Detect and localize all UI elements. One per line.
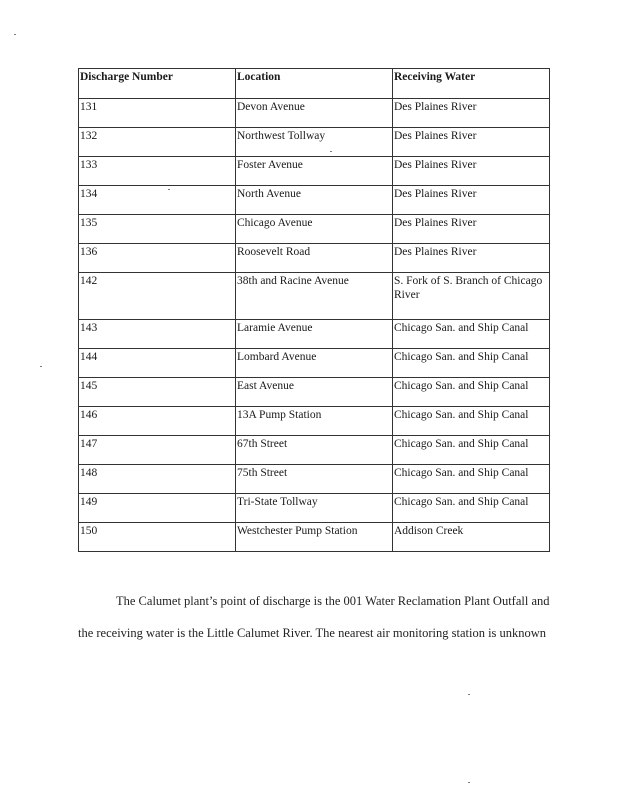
- cell-discharge-number: 149: [79, 494, 236, 523]
- scan-speck: [168, 189, 170, 190]
- cell-location: Tri-State Tollway: [236, 494, 393, 523]
- cell-discharge-number: 147: [79, 436, 236, 465]
- cell-receiving-water: Des Plaines River: [393, 244, 550, 273]
- cell-receiving-water: S. Fork of S. Branch of Chicago River: [393, 273, 550, 320]
- cell-discharge-number: 131: [79, 99, 236, 128]
- cell-receiving-water: Des Plaines River: [393, 128, 550, 157]
- cell-discharge-number: 148: [79, 465, 236, 494]
- table-row: [79, 436, 550, 465]
- cell-location: Northwest Tollway: [236, 128, 393, 157]
- cell-receiving-water: Chicago San. and Ship Canal: [393, 494, 550, 523]
- table-row: [79, 494, 550, 523]
- table-row: [79, 128, 550, 157]
- cell-receiving-water: Chicago San. and Ship Canal: [393, 465, 550, 494]
- cell-receiving-water: Des Plaines River: [393, 186, 550, 215]
- cell-discharge-number: 150: [79, 523, 236, 552]
- table-row: [79, 186, 550, 215]
- header-location: Location: [236, 69, 393, 99]
- cell-discharge-number: 143: [79, 320, 236, 349]
- cell-discharge-number: 135: [79, 215, 236, 244]
- table-row: [79, 320, 550, 349]
- discharge-table: [78, 68, 550, 552]
- cell-receiving-water: Addison Creek: [393, 523, 550, 552]
- table-row: [79, 157, 550, 186]
- table-row: [79, 215, 550, 244]
- scan-speck: [468, 782, 470, 783]
- cell-discharge-number: 144: [79, 349, 236, 378]
- table-row: [79, 523, 550, 552]
- header-discharge-number: Discharge Number: [79, 69, 236, 99]
- cell-discharge-number: 146: [79, 407, 236, 436]
- cell-receiving-water: Chicago San. and Ship Canal: [393, 436, 550, 465]
- table-row: [79, 349, 550, 378]
- table-row: [79, 273, 550, 320]
- cell-location: 75th Street: [236, 465, 393, 494]
- cell-location: Chicago Avenue: [236, 215, 393, 244]
- table-row: [79, 244, 550, 273]
- table-row: [79, 378, 550, 407]
- cell-location: Roosevelt Road: [236, 244, 393, 273]
- table-header-row: [79, 69, 550, 99]
- scan-speck: [330, 151, 332, 152]
- header-receiving-water: Receiving Water: [393, 69, 550, 99]
- cell-receiving-water: Chicago San. and Ship Canal: [393, 349, 550, 378]
- cell-location: Westchester Pump Station: [236, 523, 393, 552]
- table-row: [79, 99, 550, 128]
- cell-location: Laramie Avenue: [236, 320, 393, 349]
- scan-speck: [14, 34, 16, 35]
- cell-location: 67th Street: [236, 436, 393, 465]
- paragraph-line-2: the receiving water is the Little Calumet River. The nearest air monitoring station is unknown: [78, 626, 547, 640]
- cell-receiving-water: Chicago San. and Ship Canal: [393, 407, 550, 436]
- cell-location: Devon Avenue: [236, 99, 393, 128]
- table-row: [79, 465, 550, 494]
- cell-location: Foster Avenue: [236, 157, 393, 186]
- scan-speck: [40, 366, 42, 367]
- cell-receiving-water: Chicago San. and Ship Canal: [393, 320, 550, 349]
- scan-speck: [468, 694, 470, 695]
- cell-discharge-number: 145: [79, 378, 236, 407]
- cell-location: North Avenue: [236, 186, 393, 215]
- cell-location: East Avenue: [236, 378, 393, 407]
- cell-receiving-water: Des Plaines River: [393, 215, 550, 244]
- table-row: [79, 407, 550, 436]
- cell-discharge-number: 132: [79, 128, 236, 157]
- cell-discharge-number: 134: [79, 186, 236, 215]
- paragraph-line-1: The Calumet plant’s point of discharge is the 001 Water Reclamation Plant Outfall and: [116, 594, 550, 608]
- cell-receiving-water: Des Plaines River: [393, 99, 550, 128]
- cell-discharge-number: 136: [79, 244, 236, 273]
- cell-location: 13A Pump Station: [236, 407, 393, 436]
- cell-location: 38th and Racine Avenue: [236, 273, 393, 320]
- cell-discharge-number: 142: [79, 273, 236, 320]
- cell-receiving-water: Chicago San. and Ship Canal: [393, 378, 550, 407]
- cell-receiving-water: Des Plaines River: [393, 157, 550, 186]
- cell-location: Lombard Avenue: [236, 349, 393, 378]
- cell-discharge-number: 133: [79, 157, 236, 186]
